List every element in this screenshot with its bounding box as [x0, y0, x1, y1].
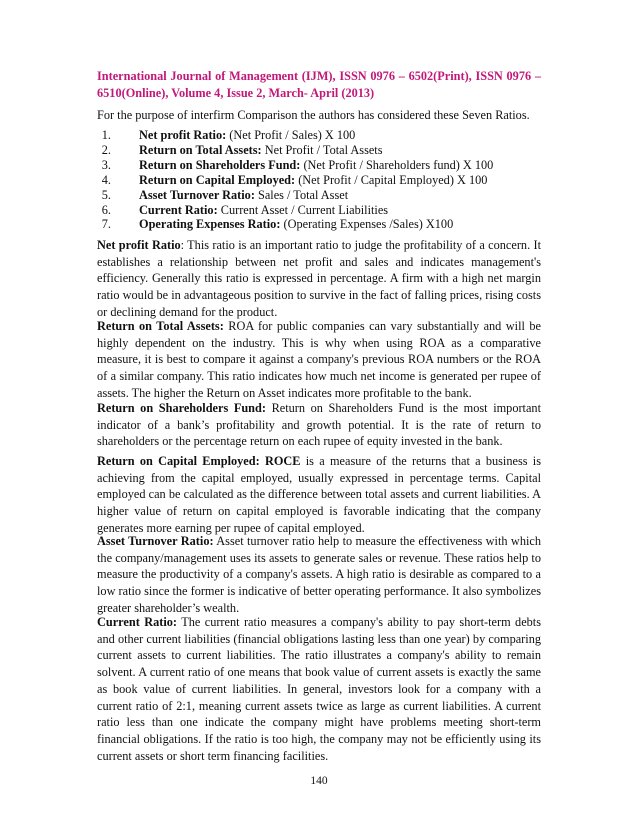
section-heading: Return on Shareholders Fund:	[97, 401, 266, 415]
section-return-shareholders	[97, 400, 541, 450]
ratio-name: Return on Shareholders Fund:	[139, 157, 301, 172]
section-heading: Net profit Ratio	[97, 238, 181, 252]
ratio-formula: (Net Profit / Capital Employed) X 100	[295, 172, 488, 187]
ratio-list	[97, 128, 541, 232]
list-item: 3. Return on Shareholders Fund: (Net Profit / Shareholders fund) X 100	[101, 157, 494, 172]
section-text: is a measure of the returns that a business is achieving from the capital employed, usually expressed in percentage terms. Capital employed can be calculated as the difference between total assets and current liabilities. A higher value of return on capital employed is favorable indicating that the company generates more earning per rupee of capital employed.	[97, 454, 541, 535]
section-net-profit	[97, 237, 541, 321]
list-item: 5. Asset Turnover Ratio: Sales / Total Asset	[101, 187, 349, 202]
section-heading: Return on Capital Employed: ROCE	[97, 454, 301, 468]
ratio-formula: (Net Profit / Sales) X 100	[226, 128, 356, 142]
section-return-total-assets	[97, 318, 541, 402]
list-item: 2. Return on Total Assets: Net Profit / Total Assets	[101, 142, 383, 157]
section-text: Return on Shareholders Fund is the most important indicator of a bank’s profitability and growth potential. It is the rate of return to shareholders or the percentage return on each rupee of equity invested in the bank.	[97, 401, 542, 449]
section-text: Asset turnover ratio help to measure the effectiveness with which the company/management uses its assets to generate sales or revenue. These ratios help to measure the productivity of a company's assets. A high ratio is desirable as compared to a low ratio since the former is indicative of better operating performance. It also symbolizes greater shareholder’s wealth.	[97, 534, 541, 615]
section-heading: Asset Turnover Ratio:	[97, 534, 214, 548]
ratio-formula: Net Profit / Total Assets	[261, 142, 383, 157]
section-text: ROA for public companies can vary substantially and will be highly dependent on the industry. This is why when using ROA as a comparative measure, it is best to compare it against a company's previous ROA numbers or the ROA of a similar company. This ratio indicates how much net income is generated per rupee of assets. The higher the Return on Asset indicates more profitable to the bank.	[97, 319, 541, 400]
ratio-name: Current Ratio:	[139, 202, 218, 217]
list-item: 4. Return on Capital Employed: (Net Profit / Capital Employed) X 100	[101, 172, 488, 187]
section-heading: Current Ratio:	[97, 615, 178, 629]
section-return-capital	[97, 453, 541, 537]
list-item: 6. Current Ratio: Current Asset / Current Liabilities	[101, 202, 389, 217]
intro-paragraph: For the purpose of interfirm Comparison the authors has considered these Seven Ratios.	[97, 108, 530, 122]
section-heading: Return on Total Assets:	[97, 319, 224, 333]
ratio-name: Net profit Ratio:	[139, 128, 227, 142]
ratio-name: Return on Capital Employed:	[139, 172, 296, 187]
section-text: The current ratio measures a company's ability to pay short-term debts and other current liabilities (financial obligations lasting less than one year) by comparing current assets to current liabilities. The ratio illustrates a company's ability to remain solvent. A current ratio of one means that book value of current assets is exactly the same as book value of current liabilities. In general, investors look for a company with a current ratio of 2:1, meaning current assets twice as large as current liabilities. A current ratio less than one indicate the company might have problems meeting short-term financial obligations. If the ratio is too high, the company may not be efficiently using its current assets or short term financing facilities.	[97, 615, 541, 763]
ratio-name: Operating Expenses Ratio:	[139, 217, 281, 232]
ratio-formula: Sales / Total Asset	[254, 187, 349, 202]
page-number: 140	[310, 775, 328, 787]
ratio-formula: (Net Profit / Shareholders fund) X 100	[300, 157, 494, 172]
section-asset-turnover	[97, 533, 541, 617]
list-item: 1. Net profit Ratio: (Net Profit / Sales) X 100	[101, 128, 356, 142]
section-text: : This ratio is an important ratio to judge the profitability of a concern. It establishes a relationship between net profit and sales and indicates management's efficiency. Generally this ratio is expressed in percentage. A firm with a high net margin ratio would be in advantageous position to survive in the fact of falling prices, rising costs or declining demand for the product.	[97, 238, 541, 319]
list-item: 7. Operating Expenses Ratio: (Operating Expenses /Sales) X100	[101, 217, 454, 232]
ratio-formula: (Operating Expenses /Sales) X100	[280, 217, 454, 232]
ratio-name: Asset Turnover Ratio:	[139, 187, 255, 202]
section-current-ratio	[97, 614, 541, 764]
journal-header: International Journal of Management (IJM), ISSN 0976 – 6502(Print), ISSN 0976 – 6510(Online), Volume 4, Issue 2, March- April (2013)	[97, 69, 541, 100]
ratio-name: Return on Total Assets:	[139, 142, 262, 157]
ratio-formula: Current Asset / Current Liabilities	[217, 202, 389, 217]
